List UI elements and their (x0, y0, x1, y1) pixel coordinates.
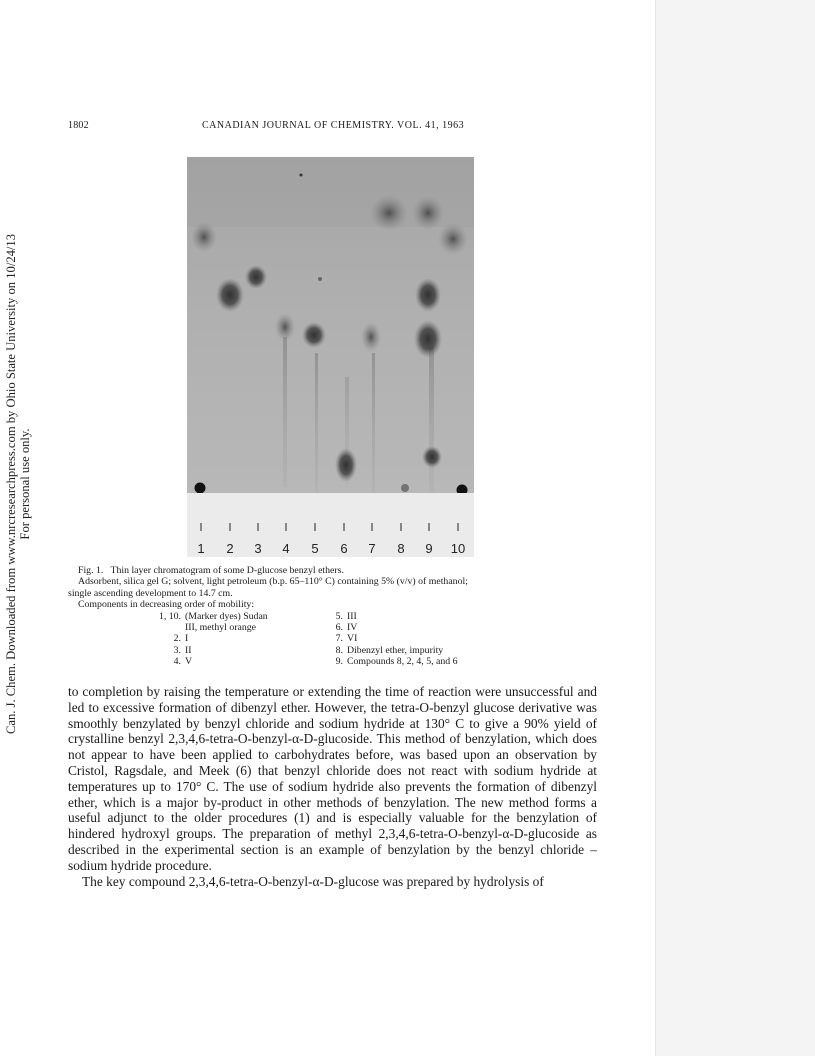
journal-title: CANADIAN JOURNAL OF CHEMISTRY. VOL. 41, 1963 (202, 120, 465, 131)
component-item: 8. Dibenzyl ether, impurity (335, 644, 444, 656)
page-number: 1802 (68, 120, 89, 131)
lane-number: 9 (425, 541, 433, 556)
article-body (68, 684, 597, 889)
lane-6-spot (335, 448, 357, 482)
body-paragraph: to completion by raising the temperature or extending the time of reaction were unsuccessful and led to excessive formation of dibenzyl ether. However, the tetra-O-benzyl glucose derivative was smoothly benzylated by benzyl chloride and sodium hydride at 130° C to give a 90% yield of crystalline benzyl 2,3,4,6-tetra-O-benzyl-α-D-glucoside. This method of benzylation, which does not appear to have been applied to carbohydrates before, was based upon an observation by Cristol, Ragsdale, and Meek (6) that benzyl chloride does not react with sodium hydride at temperatures up to 170° C. The use of sodium hydride also prevents the formation of dibenzyl ether, which is a major by-product in other methods of benzylation. The new method forms a useful adjunct to the older procedures (1) and is especially valuable for the benzylation of hindered hydroxyl groups. The preparation of methyl 2,3,4,6-tetra-O-benzyl-α-D-glucoside as described in the experimental section is an example of benzylation by the benzyl chloride – sodium hydride procedure. (68, 684, 597, 873)
running-header (68, 120, 478, 134)
lane-9-spot-4 (422, 446, 442, 468)
tlc-plate-image (187, 157, 474, 557)
caption-title: Thin layer chromatogram of some D-glucose benzyl ethers. (110, 565, 344, 576)
components-header: Components in decreasing order of mobility: (78, 599, 255, 611)
lane-4-streak (283, 337, 287, 487)
download-notice (4, 224, 32, 744)
lane-number: 5 (311, 541, 319, 556)
lane-9-streak (429, 347, 434, 492)
lane-number: 4 (282, 541, 290, 556)
lane-1-origin-dot (195, 483, 206, 494)
lane-number: 6 (340, 541, 348, 556)
lane-7-spot (361, 322, 381, 352)
components-right-column (333, 611, 613, 668)
lane-10-spot (438, 223, 468, 255)
caption-development-line: single ascending development to 14.7 cm. (68, 587, 233, 599)
lane-8-spot-upper (370, 195, 408, 231)
plate-speck (318, 277, 322, 281)
lane-5-streak (315, 353, 318, 493)
caption-label: Fig. 1. (78, 565, 104, 576)
component-item: 1, 10. (Marker dyes) Sudan (158, 610, 268, 622)
figure-caption (68, 565, 598, 668)
caption-method-line: Adsorbent, silica gel G; solvent, light petroleum (b.p. 65–110° C) containing 5% (v/v) of methanol; (78, 576, 468, 588)
lane-number: 7 (368, 541, 376, 556)
lane-1-spot (191, 222, 217, 252)
lane-number: 1 (197, 541, 205, 556)
plate-speck (300, 174, 303, 177)
page-edge-shade (655, 0, 815, 1056)
lane-8-spot-lower (401, 484, 409, 492)
caption-title-line (78, 565, 598, 576)
lane-2-spot (216, 278, 244, 312)
component-item: III, methyl orange (185, 622, 256, 634)
component-item: 2. I (173, 633, 189, 645)
component-item: 5. III (335, 610, 357, 622)
lane-7-streak (372, 353, 375, 493)
lane-number: 10 (450, 541, 466, 556)
download-notice-line2: For personal use only. (18, 428, 32, 540)
component-item: 9. Compounds 8, 2, 4, 5, and 6 (335, 656, 458, 668)
lane-3-spot (245, 265, 267, 289)
tlc-plate-figure (187, 157, 474, 557)
lane-9-spot-1 (412, 196, 444, 230)
component-item: 4. V (173, 656, 193, 668)
component-item: 3. II (173, 644, 192, 656)
component-item: 7. VI (335, 633, 358, 645)
body-paragraph: The key compound 2,3,4,6-tetra-O-benzyl-α-D-glucose was prepared by hydrolysis of (82, 873, 544, 889)
lane-number: 2 (226, 541, 234, 556)
download-notice-line1: Can. J. Chem. Downloaded from www.nrcresearchpress.com by Ohio State University on 10/24/13 (4, 233, 18, 735)
lane-4-spot (275, 313, 295, 341)
lane-number: 8 (397, 541, 405, 556)
lane-5-spot (302, 322, 326, 348)
lane-9-spot-3 (414, 320, 442, 358)
components-list (78, 610, 598, 668)
component-item: 6. IV (335, 622, 358, 634)
lane-9-spot-2 (415, 278, 441, 312)
components-left-column (145, 611, 345, 668)
lane-number: 3 (254, 541, 262, 556)
